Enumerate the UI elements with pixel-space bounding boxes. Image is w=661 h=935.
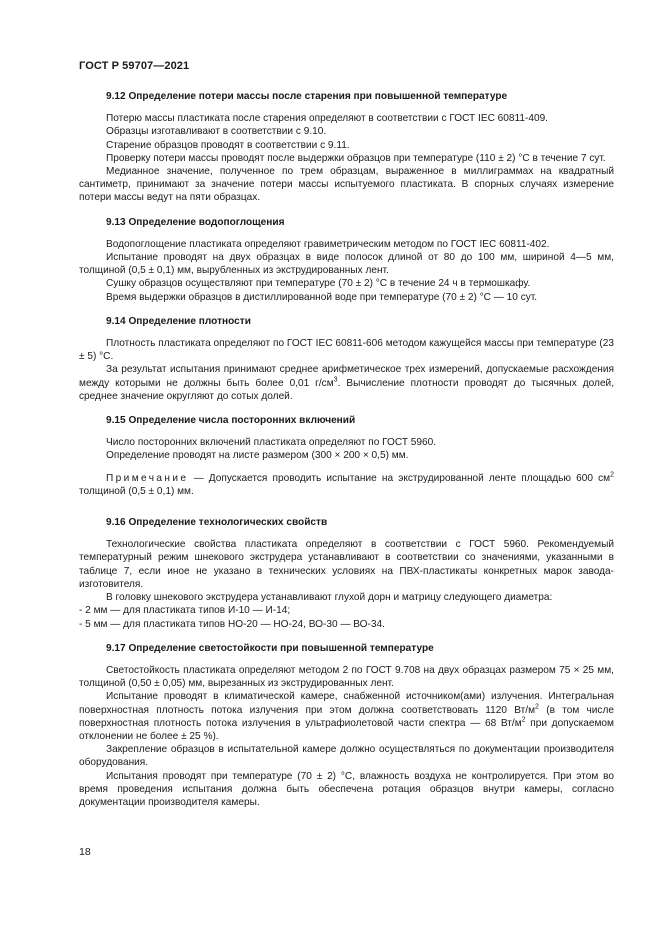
paragraph: Число посторонних включений пластиката определяют по ГОСТ 5960. — [106, 437, 437, 449]
superscript: 2 — [535, 703, 539, 711]
paragraph: Водопоглощение пластиката определяют гравиметрическим методом по ГОСТ IEC 60811-402. — [106, 238, 550, 250]
section-9-13 — [79, 216, 614, 304]
paragraph: В головку шнекового экструдера устанавливают глухой дорн и матрицу следующего диаметра: — [106, 592, 553, 604]
paragraph: Проверку потери массы проводят после выдержки образцов при температуре (110 ± 2) °С в течение 7 сут. — [106, 152, 606, 164]
superscript: 3 — [333, 376, 338, 384]
section-title: 9.12 Определение потери массы после старения при повышенной температуре — [106, 91, 508, 102]
section-9-17 — [79, 642, 614, 809]
paragraph: Медианное значение, полученное по трем образцам, выраженное в миллиграммах на квадратный сантиметр, принимают за значение потери массы испытуемого пластиката. В спорных случаях измерение потери массы ведут на пяти образцах. — [79, 166, 614, 204]
paragraph: Технологические свойства пластиката определяют в соответствии с ГОСТ 5960. Рекомендуемый температурный режим шнекового экструдера устанавливают в соответствии со значениями, указанными в таблице 7, если иное не указано в технических условиях на ПВХ-пластикаты конкретных марок завода-изготовителя. — [79, 539, 614, 590]
paragraph — [79, 363, 614, 403]
paragraph: Время выдержки образцов в дистиллированной воде при температуре (70 ± 2) °С — 10 сут. — [106, 291, 538, 303]
text-run: — Допускается проводить испытание на экструдированной ленте площадью 600 см — [188, 472, 611, 484]
section-title: 9.16 Определение технологических свойств — [106, 517, 328, 529]
section-9-15 — [79, 414, 614, 498]
paragraph: Испытание проводят на двух образцах в виде полосок длиной от 80 до 100 мм, шириной 4—5 мм, толщиной (0,5 ± 0,1) мм, вырубленных из экструдированных лент. — [79, 252, 614, 277]
paragraph: Испытания проводят при температуре (70 ± 2) °С, влажность воздуха не контролируется. При этом во время проведения испытания должна быть обеспечена ротация образцов внутри камеры, согласно документации производителя камеры. — [79, 770, 614, 808]
section-9-14 — [79, 315, 614, 403]
section-9-12 — [79, 90, 614, 205]
section-title: 9.13 Определение водопоглощения — [106, 216, 285, 228]
text-run: при допускаемом отклонении не более ± 25 %). — [79, 717, 614, 742]
paragraph: Определение проводят на листе размером (300 × 200 × 0,5) мм. — [106, 450, 409, 462]
paragraph: Образцы изготавливают в соответствии с 9.10. — [106, 126, 327, 138]
list-item: - 5 мм — для пластиката типов НО-20 — НО-24, ВО-30 — ВО-34. — [79, 618, 385, 630]
text-run: Испытание проводят в климатической камере, снабженной источником(ами) излучения. Интегральная поверхностная плотность потока излучения при этом должна соответствовать 1120 Вт/м — [79, 691, 614, 716]
paragraph: Светостойкость пластиката определяют методом 2 по ГОСТ 9.708 на двух образцах размером 75 × 25 мм, толщиной (0,50 ± 0,05) мм, вырезанных из экструдированных лент. — [79, 664, 614, 690]
standard-header: ГОСТ Р 59707—2021 — [79, 60, 190, 72]
page-number: 18 — [79, 846, 91, 858]
paragraph: Сушку образцов осуществляют при температуре (70 ± 2) °С в течение 24 ч в термошкафу. — [106, 278, 531, 290]
paragraph: Старение образцов проводят в соответствии с 9.11. — [106, 139, 350, 151]
section-title: 9.15 Определение числа посторонних включений — [106, 415, 356, 427]
text-run: За результат испытания принимают среднее арифметическое трех измерений, допускаемые расхождения между которыми не должны быть более 0,01 г/см — [79, 364, 614, 389]
superscript: 2 — [610, 471, 614, 479]
superscript: 2 — [521, 716, 526, 724]
section-title: 9.14 Определение плотности — [106, 315, 251, 327]
paragraph: Потерю массы пластиката после старения определяют в соответствии с ГОСТ IEC 60811-409. — [106, 113, 548, 125]
text-run: . Вычисление плотности проводят до тысячных долей, среднее значение округляют до сотых долей. — [79, 377, 614, 402]
section-title: 9.17 Определение светостойкости при повышенной температуре — [106, 642, 434, 654]
text-run: толщиной (0,5 ± 0,1) мм. — [79, 485, 194, 497]
note-label: Примечание — [106, 472, 189, 484]
paragraph: Плотность пластиката определяют по ГОСТ IEC 60811-606 методом кажущейся массы при температуре (23 ± 5) °С. — [79, 338, 614, 363]
note — [79, 472, 614, 498]
paragraph: Закрепление образцов в испытательной камере должно осуществляться по документации производителя оборудования. — [79, 744, 614, 769]
list-item: - 2 мм — для пластиката типов И-10 — И-14; — [79, 605, 291, 617]
paragraph — [79, 690, 614, 743]
section-9-16 — [79, 516, 614, 631]
page-content — [79, 90, 614, 820]
text-run: (в том числе поверхностная плотность потока излучения в ультрафиолетовой части спектра — 68 Вт/м — [79, 704, 614, 729]
